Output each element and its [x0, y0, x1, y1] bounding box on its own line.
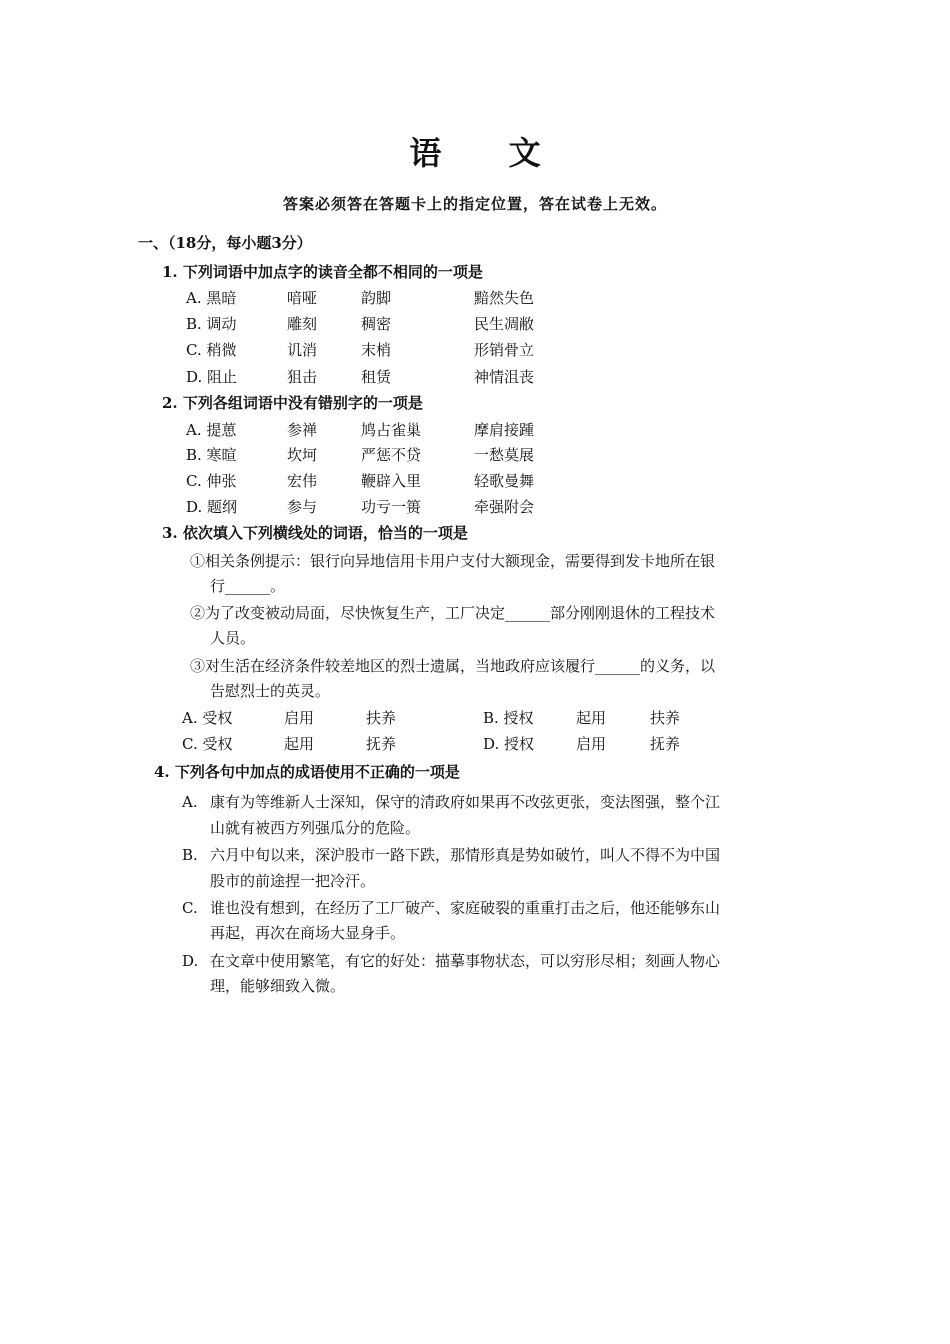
question-3-stem: 3. 依次填入下列横线处的词语，恰当的一项是 — [162, 524, 468, 542]
q1-a-4: 黯然失色 — [474, 289, 535, 307]
q3-opt-d-2: 启用 — [576, 735, 607, 753]
q3-item-3-line2: 告慰烈士的英灵。 — [210, 682, 331, 700]
q2-a-1: A. 提葸 — [186, 421, 237, 439]
q1-b-4: 民生凋敝 — [474, 315, 535, 333]
q2-d-4: 牵强附会 — [474, 498, 535, 516]
q1-b-2: 雕刻 — [287, 315, 318, 333]
q4-c-line2: 再起，再次在商场大显身手。 — [210, 924, 406, 942]
q3-opt-c-1: C. 受权 — [182, 735, 233, 753]
q3-item-2-line1: ②为了改变被动局面，尽快恢复生产，工厂决定______部分刚刚退休的工程技术 — [190, 604, 716, 622]
q3-opt-d-3: 抚养 — [650, 735, 681, 753]
q4-c-line1: 谁也没有想到，在经历了工厂破产、家庭破裂的重重打击之后，他还能够东山 — [210, 899, 721, 917]
q3-opt-b-2: 起用 — [576, 709, 607, 727]
q1-c-4: 形销骨立 — [474, 341, 535, 359]
q2-a-4: 摩肩接踵 — [474, 421, 535, 439]
question-4-stem: 4. 下列各句中加点的成语使用不正确的一项是 — [154, 763, 460, 781]
q2-d-1: D. 题纲 — [186, 498, 238, 516]
q1-b-1: B. 调动 — [186, 315, 237, 333]
q2-d-2: 参与 — [287, 498, 318, 516]
q1-c-2: 讥消 — [287, 341, 318, 359]
q1-c-1: C. 稍微 — [186, 341, 237, 359]
exam-notice: 答案必须答在答题卡上的指定位置，答在试卷上无效。 — [282, 195, 667, 213]
q2-b-2: 坎坷 — [287, 446, 318, 464]
q3-opt-d-1: D. 授权 — [483, 735, 535, 753]
q2-b-4: 一愁莫展 — [474, 446, 535, 464]
q3-item-3-line1: ③对生活在经济条件较差地区的烈士遗属，当地政府应该履行______的义务，以 — [190, 657, 716, 675]
q4-a-line1: 康有为等维新人士深知，保守的清政府如果再不改弦更张，变法图强，整个江 — [210, 793, 721, 811]
q4-d-line1: 在文章中使用繁笔，有它的好处：描摹事物状态，可以穷形尽相；刻画人物心 — [210, 952, 721, 970]
q2-a-2: 参禅 — [287, 421, 318, 439]
q3-opt-c-2: 起用 — [284, 735, 315, 753]
q3-item-2-line2: 人员。 — [210, 629, 256, 647]
q4-b-line2: 股市的前途捏一把冷汗。 — [210, 872, 376, 890]
q2-b-3: 严惩不贷 — [361, 446, 422, 464]
section-heading: 一、（18分，每小题3分） — [138, 234, 312, 252]
q4-a-letter: A. — [182, 793, 198, 811]
q2-b-1: B. 寒暄 — [186, 446, 237, 464]
q3-item-1-line1: ①相关条例提示：银行向异地信用卡用户支付大额现金，需要得到发卡地所在银 — [190, 552, 716, 570]
q2-c-4: 轻歌曼舞 — [474, 472, 535, 490]
q3-opt-c-3: 抚养 — [366, 735, 397, 753]
q1-d-2: 狙击 — [287, 368, 318, 386]
q3-opt-a-2: 启用 — [284, 709, 315, 727]
q1-b-3: 稠密 — [361, 315, 392, 333]
page-title: 语 文 — [409, 134, 569, 172]
q1-d-4: 神情沮丧 — [474, 368, 535, 386]
q4-d-line2: 理，能够细致入微。 — [210, 977, 346, 995]
q4-a-line2: 山就有被西方列强瓜分的危险。 — [210, 819, 421, 837]
q1-a-3: 韵脚 — [361, 289, 392, 307]
q4-c-letter: C. — [182, 899, 198, 917]
q3-opt-a-3: 扶养 — [366, 709, 397, 727]
q2-c-3: 鞭辟入里 — [361, 472, 422, 490]
q3-opt-a-1: A. 受权 — [182, 709, 233, 727]
q3-opt-b-1: B. 授权 — [483, 709, 534, 727]
q4-d-letter: D. — [182, 952, 199, 970]
q2-a-3: 鸠占雀巢 — [361, 421, 422, 439]
q1-c-3: 末梢 — [361, 341, 392, 359]
question-2-stem: 2. 下列各组词语中没有错别字的一项是 — [162, 394, 423, 412]
q3-opt-b-3: 扶养 — [650, 709, 681, 727]
question-1-stem: 1. 下列词语中加点字的读音全都不相同的一项是 — [162, 263, 483, 281]
q4-b-letter: B. — [182, 846, 198, 864]
q1-d-1: D. 阻止 — [186, 368, 238, 386]
q1-d-3: 租赁 — [361, 368, 392, 386]
q2-c-1: C. 伸张 — [186, 472, 237, 490]
q1-a-1: A. 黑暗 — [186, 289, 237, 307]
q3-item-1-line2: 行______。 — [210, 577, 286, 595]
q2-c-2: 宏伟 — [287, 472, 318, 490]
q4-b-line1: 六月中旬以来，深沪股市一路下跌，那情形真是势如破竹，叫人不得不为中国 — [210, 846, 721, 864]
q1-a-2: 喑哑 — [287, 289, 318, 307]
q2-d-3: 功亏一篑 — [361, 498, 422, 516]
